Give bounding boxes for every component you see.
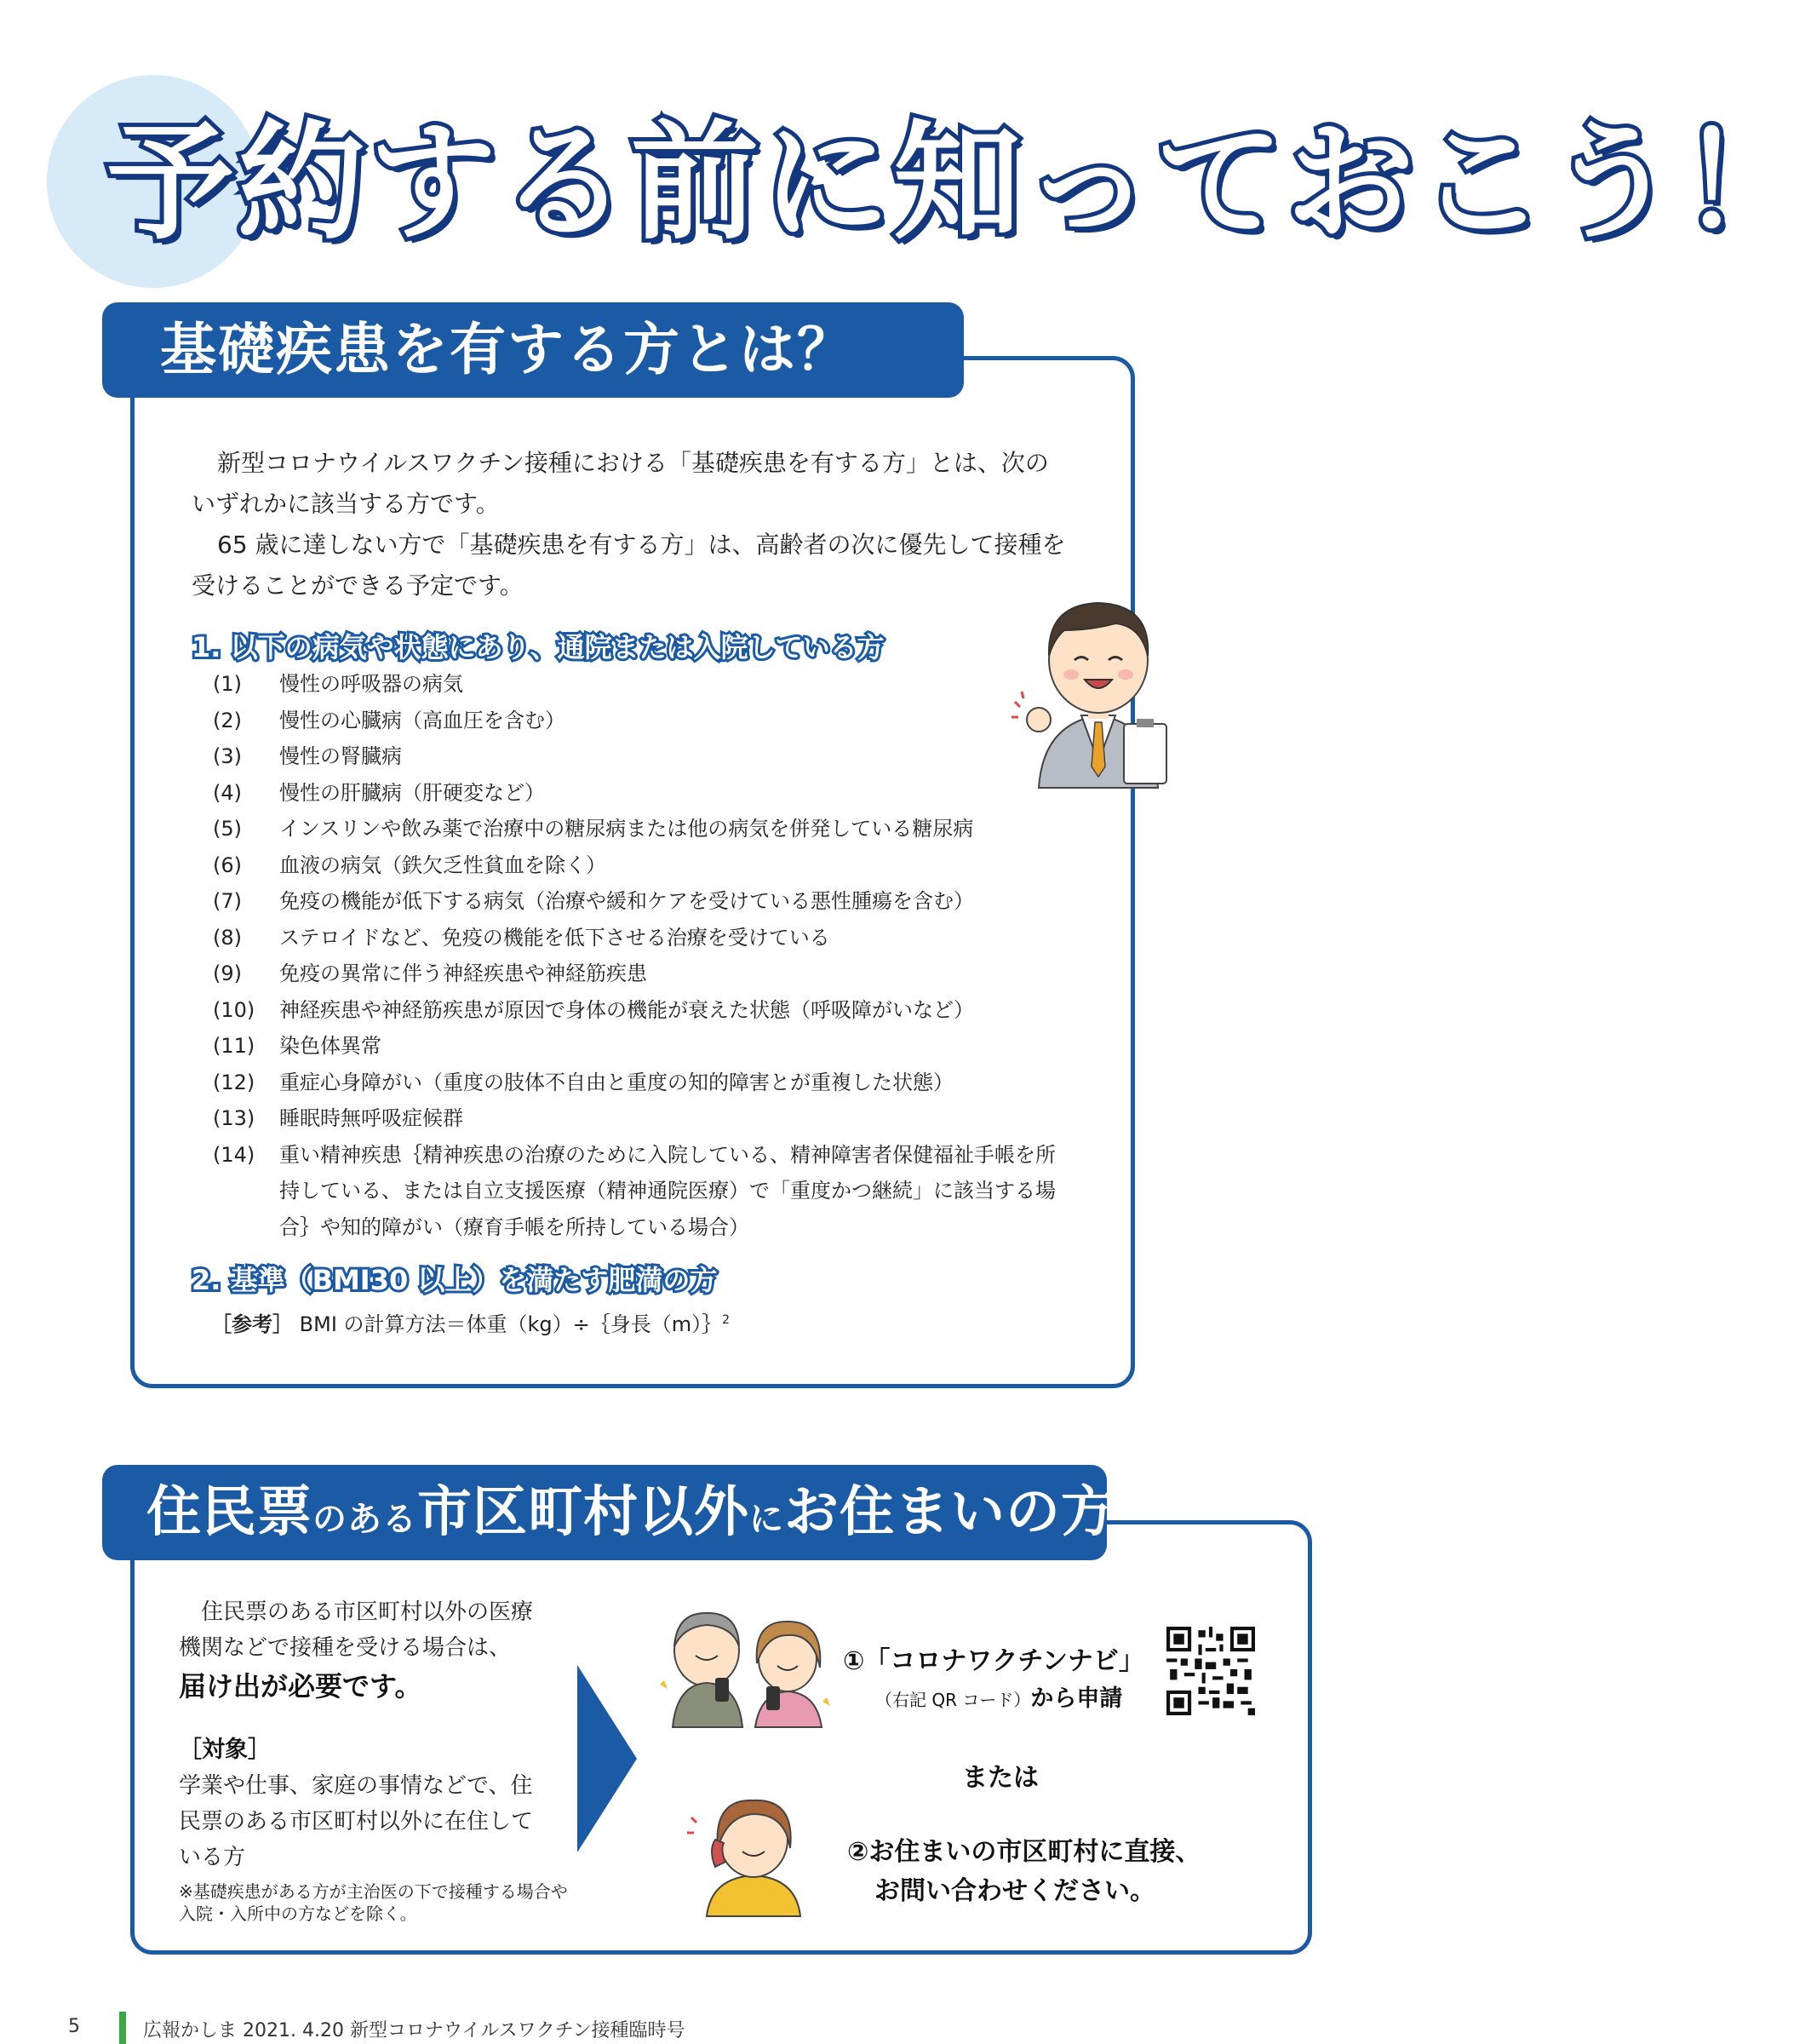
title-part-a: 住民票 <box>146 1481 312 1544</box>
option2-line2: お問い合わせください。 <box>874 1876 1155 1906</box>
condition-item <box>213 703 1064 739</box>
condition-item <box>213 666 1064 703</box>
condition-number: (13) <box>213 1106 255 1130</box>
condition-text: 睡眠時無呼吸症候群 <box>279 1106 463 1130</box>
condition-number: (5) <box>213 817 242 841</box>
target-heading: ［対象］ <box>179 1737 271 1763</box>
condition-item <box>213 920 1064 956</box>
condition-number: (11) <box>213 1034 255 1058</box>
underlying-conditions-title: 基礎疾患を有する方とは？ <box>102 302 964 398</box>
condition-text: 神経疾患や神経筋疾患が原因で身体の機能が衰えた状態（呼吸障がいなど） <box>279 997 974 1022</box>
option1-app: ①「コロナワクチンナビ」 <box>843 1646 1144 1676</box>
option1-subtext <box>875 1679 1122 1713</box>
condition-text: 血液の病気（鉄欠乏性貧血を除く） <box>279 853 606 877</box>
couple-with-phones-illustration <box>660 1599 834 1727</box>
condition-item <box>213 738 1064 775</box>
condition-text: 慢性の心臓病（高血圧を含む） <box>279 708 565 732</box>
condition-item <box>213 1028 1064 1065</box>
bmi-reference <box>211 1307 730 1337</box>
section1-intro <box>192 443 1069 606</box>
condition-number: (8) <box>213 925 242 950</box>
target-text: 学業や仕事、家庭の事情などで、住民票のある市区町村以外に在住している方 <box>179 1773 534 1870</box>
title-part-d: に <box>749 1500 784 1539</box>
page-number: 5 <box>68 2016 80 2037</box>
footer-publication: 広報かしま 2021. 4.20 新型コロナウイルスワクチン接種臨時号 <box>143 2020 685 2041</box>
footer-accent-bar <box>119 2012 126 2044</box>
bmi-label: ［参考］ <box>211 1312 293 1336</box>
condition-text: 慢性の腎臓病 <box>279 744 402 768</box>
category2-heading: 2. 基準（BMI30 以上）を満たす肥満の方 <box>192 1264 718 1296</box>
condition-item <box>213 956 1064 992</box>
condition-number: (9) <box>213 962 242 985</box>
title-part-c: 市区町村以外 <box>417 1481 749 1544</box>
condition-text: 重い精神疾患｛精神疾患の治療のために入院している、精神障害者保健福祉手帳を所持している、または自立支援医療（精神通院医療）で「重度かつ継続」に該当する場合｝や知的障がい（療育手帳を所持している場合） <box>279 1142 1056 1239</box>
condition-number: (7) <box>213 889 242 913</box>
condition-text: インスリンや飲み薬で治療中の糖尿病または他の病気を併発している糖尿病 <box>279 817 974 841</box>
condition-number: (1) <box>213 672 242 696</box>
condition-number: (10) <box>213 997 255 1022</box>
condition-item <box>213 847 1064 884</box>
condition-item <box>213 1137 1064 1246</box>
condition-number: (4) <box>213 780 242 805</box>
condition-text: 免疫の機能が低下する病気（治療や緩和ケアを受けている悪性腫瘍を含む） <box>279 889 974 913</box>
notification-body: 住民票のある市区町村以外の医療機関などで接種を受ける場合は、 <box>179 1599 534 1661</box>
condition-number: (12) <box>213 1070 255 1094</box>
arrow-right-icon <box>577 1665 637 1852</box>
or-divider: または <box>962 1763 1039 1793</box>
conditions-list <box>213 666 1064 1245</box>
condition-text: 慢性の呼吸器の病気 <box>279 672 463 696</box>
title-part-b: のある <box>312 1500 417 1539</box>
qr-code-icon[interactable] <box>1166 1627 1255 1715</box>
condition-item <box>213 1100 1064 1137</box>
option1-qr-note: （右記 QR コード） <box>875 1690 1031 1710</box>
option1-apply: から申請 <box>1030 1685 1123 1712</box>
condition-text: 慢性の肝臓病（肝硬変など） <box>279 780 545 805</box>
page-headline: 予約する前に知っておこう！ <box>106 109 1811 257</box>
condition-number: (3) <box>213 744 242 768</box>
option2-line1: ②お住まいの市区町村に直接、 <box>847 1837 1201 1867</box>
condition-item <box>213 1065 1064 1101</box>
notification-required: 届け出が必要です。 <box>179 1670 422 1702</box>
exclusion-note: ※基礎疾患がある方が主治医の下で接種する場合や入院・入所中の方などを除く。 <box>179 1881 568 1924</box>
condition-number: (6) <box>213 853 242 877</box>
condition-text: 免疫の異常に伴う神経疾患や神経筋疾患 <box>279 962 647 985</box>
bmi-formula: BMI の計算方法＝体重（kg）÷｛身長（m）｝ <box>299 1312 723 1336</box>
condition-number: (2) <box>213 708 242 732</box>
notification-explanation <box>179 1594 545 1875</box>
condition-item <box>213 811 1064 847</box>
bmi-exponent: 2 <box>722 1313 731 1327</box>
woman-on-phone-illustration <box>690 1788 817 1916</box>
category1-heading: 1. 以下の病気や状態にあり、通院または入院している方 <box>192 631 885 663</box>
intro-paragraph-1: 新型コロナウイルスワクチン接種における「基礎疾患を有する方」とは、次のいずれかに該当する方です。 <box>192 449 1049 518</box>
intro-paragraph-2: 65 歳に達しない方で「基礎疾患を有する方」は、高齢者の次に優先して接種を受けることができる予定です。 <box>192 531 1066 600</box>
condition-item <box>213 992 1064 1029</box>
condition-item <box>213 883 1064 920</box>
condition-number: (14) <box>213 1142 255 1167</box>
outside-residence-title <box>102 1465 1116 1560</box>
condition-text: 重症心身障がい（重度の肢体不自由と重度の知的障害とが重複した状態） <box>279 1070 954 1094</box>
title-part-e: お住まいの方 <box>784 1481 1116 1544</box>
condition-text: 染色体異常 <box>279 1034 381 1058</box>
condition-item <box>213 775 1064 812</box>
option2-contact <box>847 1833 1201 1911</box>
condition-text: ステロイドなど、免疫の機能を低下させる治療を受けている <box>279 925 830 950</box>
